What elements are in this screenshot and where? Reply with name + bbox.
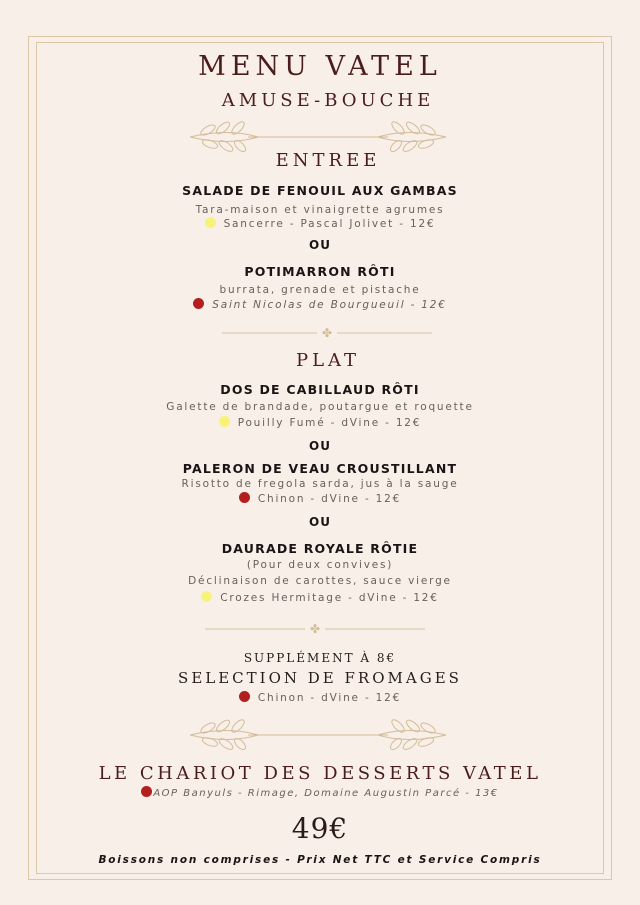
wine-pairing: AOP Banyuls - Rimage, Domaine Augustin Parcé - 13€ <box>0 786 640 802</box>
dish-name: SALADE DE FENOUIL AUX GAMBAS <box>182 183 458 198</box>
dish-note: (Pour deux convives) <box>246 559 394 571</box>
desserts-heading: LE CHARIOT DES DESSERTS VATEL <box>98 763 542 784</box>
or-separator: OU <box>309 439 331 453</box>
or-separator: OU <box>309 238 331 252</box>
supplement-label: SUPPLÉMENT À 8€ <box>243 651 397 665</box>
svg-text:✤: ✤ <box>309 622 321 636</box>
footer-note: Boissons non comprises - Prix Net TTC et Service Compris <box>98 854 542 866</box>
white-wine-dot-icon <box>219 416 230 427</box>
fromages-heading: SELECTION DE FROMAGES <box>178 669 462 687</box>
entree-heading: ENTREE <box>275 150 381 171</box>
white-wine-dot-icon <box>201 591 212 602</box>
or-separator: OU <box>309 515 331 529</box>
dish-name: POTIMARRON RÔTI <box>244 264 396 279</box>
amuse-bouche-heading: AMUSE-BOUCHE <box>221 90 435 111</box>
divider-ornament <box>222 326 432 340</box>
divider-ornament <box>205 622 425 636</box>
dish-name: PALERON DE VEAU CROUSTILLANT <box>182 461 458 476</box>
dish-name: DOS DE CABILLAUD RÔTI <box>220 382 420 397</box>
dish-description: Tara-maison et vinaigrette agrumes <box>195 204 445 216</box>
red-wine-dot-icon <box>239 691 250 702</box>
wine-pairing: Saint Nicolas de Bourgueuil - 12€ <box>0 297 640 313</box>
wine-pairing: Crozes Hermitage - dVine - 12€ <box>0 590 640 606</box>
wine-pairing: Chinon - dVine - 12€ <box>0 690 640 706</box>
dish-description: Déclinaison de carottes, sauce vierge <box>188 575 452 587</box>
dish-name: DAURADE ROYALE RÔTIE <box>221 541 419 556</box>
red-wine-dot-icon <box>239 492 250 503</box>
menu-title: MENU VATEL <box>198 51 442 82</box>
dish-description: Galette de brandade, poutargue et roquette <box>166 401 474 413</box>
dish-description: burrata, grenade et pistache <box>219 284 421 296</box>
laurel-ornament <box>188 716 448 754</box>
white-wine-dot-icon <box>205 217 216 228</box>
menu-price: 49€ <box>291 812 349 845</box>
wine-pairing: Chinon - dVine - 12€ <box>0 491 640 507</box>
dish-description: Risotto de fregola sarda, jus à la sauge <box>181 478 459 490</box>
plat-heading: PLAT <box>295 350 361 371</box>
wine-pairing: Sancerre - Pascal Jolivet - 12€ <box>0 216 640 232</box>
red-wine-dot-icon <box>193 298 204 309</box>
svg-text:✤: ✤ <box>321 326 333 340</box>
wine-pairing: Pouilly Fumé - dVine - 12€ <box>0 415 640 431</box>
red-wine-dot-icon <box>141 786 152 797</box>
